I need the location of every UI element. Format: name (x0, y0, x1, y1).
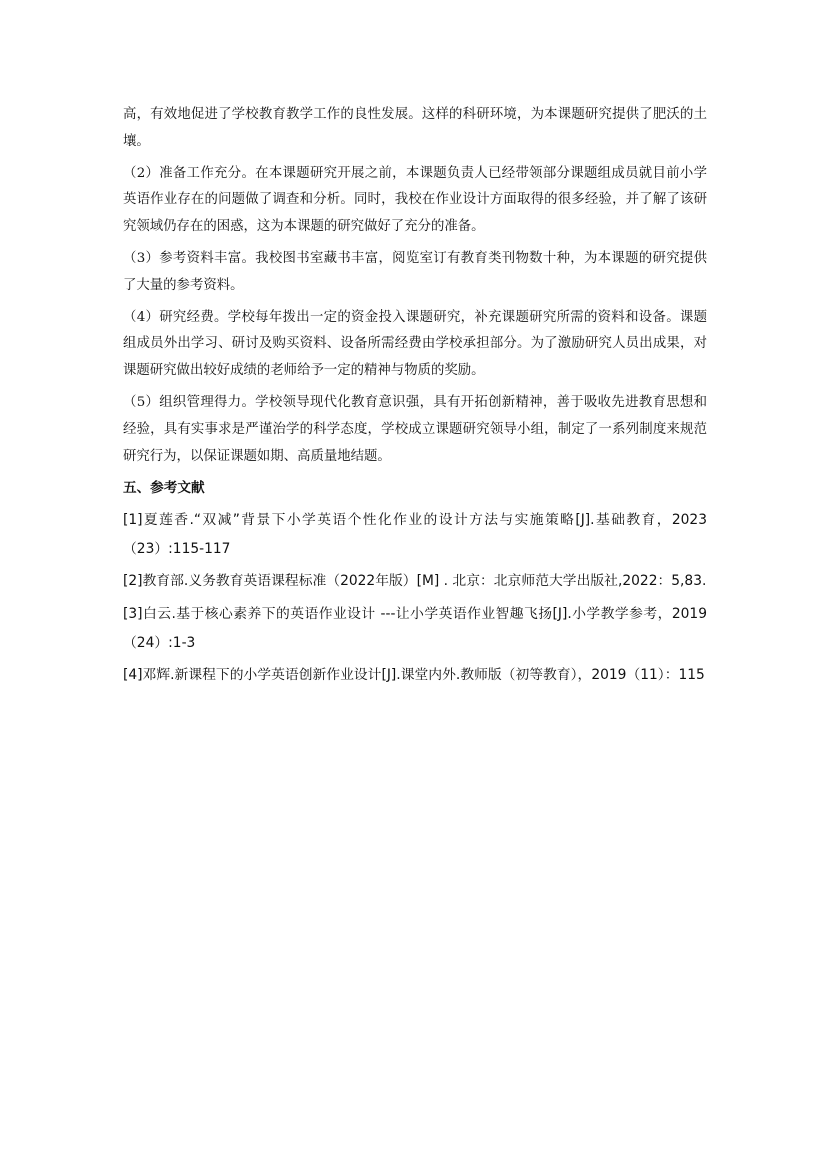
paragraph-reference-materials: （3）参考资料丰富。我校图书室藏书丰富，阅览室订有教育类刊物数十种，为本课题的研究提供了大量的参考资料。 (123, 250, 707, 293)
paragraph-research-environment: 高，有效地促进了学校教育教学工作的良性发展。这样的科研环境，为本课题研究提供了肥沃的土壤。 (123, 107, 707, 149)
reference-item-2: [2]教育部.义务教育英语课程标准（2022年版）[M] . 北京：北京师范大学出版社,2022：5,83. (123, 573, 707, 590)
paragraph-preparation: （2）准备工作充分。在本课题研究开展之前，本课题负责人已经带领部分课题组成员就目前小学英语作业存在的问题做了调查和分析。同时，我校在作业设计方面取得的很多经验，并了解了该研究领域仍存在的困惑，这为本课题的研究做好了充分的准备。 (123, 165, 707, 235)
reference-item-3: [3]白云.基于核心素养下的英语作业设计 ---让小学英语作业智趣飞扬[J].小学教学参考，2019（24）:1-3 (123, 605, 707, 651)
reference-item-1: [1]夏莲香.“双减”背景下小学英语个性化作业的设计方法与实施策略[J].基础教育，2023（23）:115-117 (123, 512, 707, 557)
paragraph-research-funding: （4）研究经费。学校每年拨出一定的资金投入课题研究，补充课题研究所需的资料和设备。课题组成员外出学习、研讨及购买资料、设备所需经费由学校承担部分。为了激励研究人员出成果，对课题研究做出较好成绩的老师给予一定的精神与物质的奖励。 (123, 309, 707, 379)
paragraph-organization-management: （5）组织管理得力。学校领导现代化教育意识强，具有开拓创新精神，善于吸收先进教育思想和经验，具有实事求是严谨治学的科学态度，学校成立课题研究领导小组，制定了一系列制度来规范研究行为，以保证课题如期、高质量地结题。 (123, 394, 707, 464)
reference-item-4: [4]邓辉.新课程下的小学英语创新作业设计[J].课堂内外.教师版（初等教育），2019（11）：115 (123, 667, 705, 684)
document-body (123, 102, 707, 694)
section-heading-references: 五、参考文献 (123, 480, 205, 497)
